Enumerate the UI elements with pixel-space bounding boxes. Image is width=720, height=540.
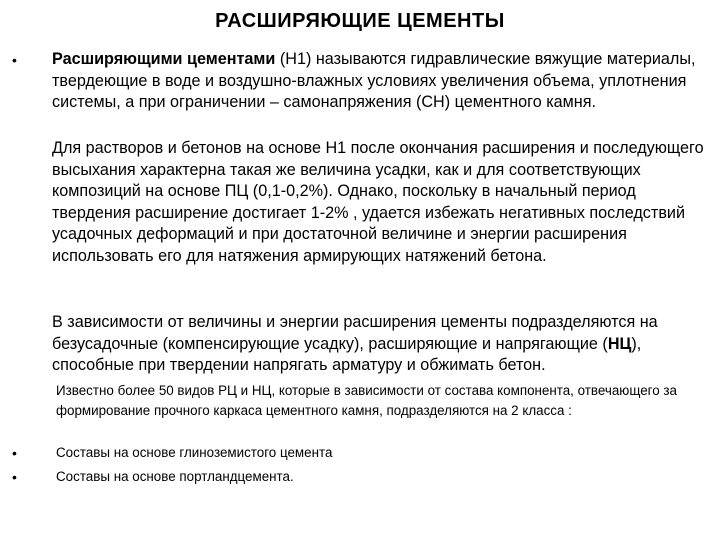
bullet-marker: • <box>12 469 17 485</box>
list-item-alumina: Составы на основе глиноземистого цемента <box>56 445 333 460</box>
list-item-portland: Составы на основе портландцемента. <box>56 469 294 484</box>
paragraph-definition <box>52 49 712 114</box>
bullet-marker: • <box>12 445 17 461</box>
slide-title: РАСШИРЯЮЩИЕ ЦЕМЕНТЫ <box>215 10 505 32</box>
small-note: Известно более 50 видов РЦ и НЦ, которые в зависимости от состава компонента, отвечающего за формирование прочного каркаса цементного камня, подразделяются на 2 класса : <box>56 383 677 418</box>
definition-text: (Н1) называются гидравлические вяжущие материалы, твердеющие в воде и воздушно-влажных условиях увеличения объема, уплотнения системы, а при ограничении – самонапряжения (СН) цементного камня. <box>52 50 696 111</box>
classification-text-before: В зависимости от величины и энергии расширения цементы подразделяются на безусадочные (компенсирующие усадку), расширяющие и напрягающие ( <box>52 313 658 353</box>
definition-term: Расширяющими цементами <box>52 50 276 68</box>
classification-abbrev: НЦ <box>607 334 632 353</box>
shrinkage-text: Для растворов и бетонов на основе Н1 после окончания расширения и последующего высыхания характерна такая же величина усадки, как и для соответствующих композиций на основе ПЦ (0,1-0,2%). Однако, поскольку в начальный период твердения расширение достигает 1-2% , удается избежать негативных последствий усадочных деформаций и при достаточной величине и энергии расширения использовать его для натяжения армирующих натяжений бетона. <box>52 139 704 265</box>
classification-text-after: ), способные при твердении напрягать арматуру и обжимать бетон. <box>52 334 642 374</box>
paragraph-shrinkage <box>52 138 712 267</box>
paragraph-classification <box>52 312 712 377</box>
bullet-marker: • <box>12 52 17 68</box>
